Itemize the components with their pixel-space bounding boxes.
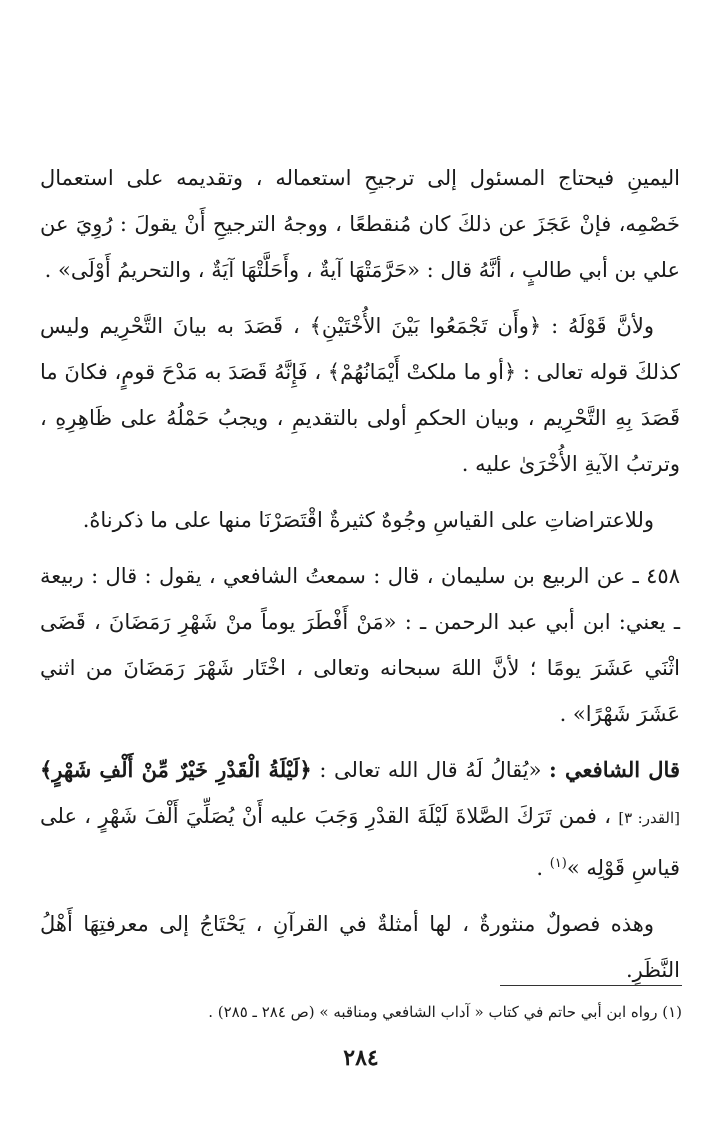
- paragraph-3: وللاعتراضاتِ على القياسِ وجُوهٌ كثيرةٌ اقْتَصَرْنَا منها على ما ذكرناهُ.: [82, 508, 654, 532]
- paragraph-5-rest: ، فمن تَرَكَ الصَّلاةَ لَيْلَةَ القدْرِ وَجَبَ عليه أَنْ يُصَلِّيَ أَلْفَ شَهْرٍ ، على قياسِ قَوْلِه »: [40, 804, 680, 880]
- paragraph-1: اليمينِ فيحتاج المسئول إلى ترجيحِ استعماله ، وتقديمه على استعمال خَصْمِه، فإنْ عَجَزَ عن ذلكَ كان مُنقطعًا ، ووجهُ الترجيحِ أَنْ يقولَ : رُوِيَ عن علي بن أبي طالبٍ ، أنَّهُ قال : «حَرَّمَتْهَا آيةٌ ، وأَحَلَّتْهَا آيَةٌ ، والتحريمُ أَوْلَى» .: [40, 166, 680, 282]
- shafii-lead: قال الشافعي :: [549, 757, 680, 782]
- footnote-ref[interactable]: (١): [549, 856, 567, 871]
- paragraph-2: ولأنَّ قَوْلَهُ : ﴿وأَن تَجْمَعُوا بَيْنَ الأُخْتَيْنِ﴾ ، قَصَدَ به بيانَ التَّحْرِيم وليس كذلكَ قوله تعالى : ﴿أو ما ملكتْ أَيْمَانُهُمْ﴾ ، فَإِنَّهُ قَصَدَ به مَدْحَ قومٍ، فكانَ ما قَصَدَ بِهِ التَّحْرِيم ، وبيان الحكمِ أولى بالتقديمِ ، ويجبُ حَمْلُهُ على ظَاهِرِهِ ، وترتبُ الآيةِ الأُخْرَىٰ عليه .: [40, 314, 680, 476]
- page-number: ٢٨٤: [343, 1045, 379, 1071]
- paragraph-5: [40, 747, 680, 891]
- paragraph-4: ٤٥٨ ـ عن الربيع بن سليمان ، قال : سمعتُ الشافعي ، يقول : قال : ربيعة ـ يعني: ابن أبي عبد الرحمن ـ : «مَنْ أَفْطَرَ يوماً منْ شَهْرِ رَمَضَانَ ، قَضَى اثْنَي عَشَرَ يومًا ؛ لأنَّ اللهَ سبحانه وتعالى ، اخْتَار شَهْرَ رَمَضَانَ من اثني عَشَرَ شَهْرًا» .: [40, 564, 681, 726]
- page-body: [40, 155, 680, 1003]
- quran-verse: ﴿لَيْلَةُ الْقَدْرِ خَيْرٌ مِّنْ أَلْفِ شَهْرٍ﴾: [40, 757, 312, 782]
- paragraph-6: وهذه فصولٌ منثورةٌ ، لها أمثلةٌ في القرآنِ ، يَحْتَاجُ إلى معرفتِهَا أَهْلُ النَّظَرِ.: [40, 912, 680, 982]
- paragraph-5-end: .: [536, 856, 544, 880]
- footnote-divider: [500, 985, 682, 986]
- footnote: (١) رواه ابن أبي حاتم في كتاب « آداب الشافعي ومناقبه » (ص ٢٨٤ ـ ٢٨٥) .: [208, 1003, 682, 1021]
- quote-open: «يُقالُ لَهُ قال الله تعالى :: [319, 758, 542, 782]
- verse-citation: [القدر: ٣]: [618, 809, 680, 827]
